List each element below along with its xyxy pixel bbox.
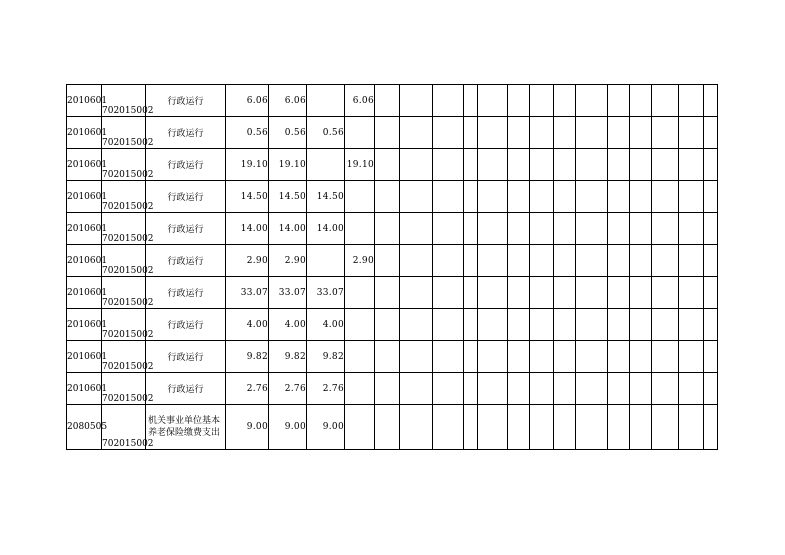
empty-cell <box>400 149 433 181</box>
empty-cell <box>530 341 554 373</box>
empty-cell <box>554 373 576 405</box>
empty-cell <box>478 373 508 405</box>
empty-cell <box>508 117 530 149</box>
empty-cell <box>530 277 554 309</box>
empty-cell <box>608 277 630 309</box>
empty-cell <box>375 309 400 341</box>
empty-cell <box>530 373 554 405</box>
basic-expense-cell: 0.56 <box>307 117 345 149</box>
empty-cell <box>554 117 576 149</box>
basic-expense-cell: 2.76 <box>307 373 345 405</box>
empty-cell <box>530 181 554 213</box>
org-code-cell: 702015002 <box>102 117 146 149</box>
empty-cell <box>530 405 554 450</box>
subtotal-amount-cell: 33.07 <box>269 277 307 309</box>
empty-cell <box>433 117 464 149</box>
subject-code-cell: 2010601 <box>67 85 102 117</box>
empty-cell <box>630 181 652 213</box>
empty-cell <box>433 213 464 245</box>
empty-cell <box>652 277 679 309</box>
total-amount-cell: 19.10 <box>226 149 269 181</box>
subject-code-cell: 2010601 <box>67 245 102 277</box>
empty-cell <box>704 373 718 405</box>
basic-expense-cell: 9.00 <box>307 405 345 450</box>
subject-name-cell: 行政运行 <box>146 149 226 181</box>
empty-cell <box>400 181 433 213</box>
empty-cell <box>400 341 433 373</box>
empty-cell <box>608 149 630 181</box>
subject-name-cell: 行政运行 <box>146 213 226 245</box>
subject-code-cell: 2080505 <box>67 405 102 450</box>
subtotal-amount-cell: 4.00 <box>269 309 307 341</box>
empty-cell <box>433 373 464 405</box>
empty-cell <box>433 277 464 309</box>
project-expense-cell <box>345 309 375 341</box>
empty-cell <box>375 405 400 450</box>
empty-cell <box>704 341 718 373</box>
table-row <box>67 85 718 117</box>
table-row <box>67 117 718 149</box>
subject-code-cell: 2010601 <box>67 117 102 149</box>
project-expense-cell <box>345 341 375 373</box>
empty-cell <box>375 181 400 213</box>
subject-name-cell: 行政运行 <box>146 341 226 373</box>
empty-cell <box>433 181 464 213</box>
empty-cell <box>433 245 464 277</box>
total-amount-cell: 0.56 <box>226 117 269 149</box>
empty-cell <box>630 373 652 405</box>
empty-cell <box>478 117 508 149</box>
empty-cell <box>652 149 679 181</box>
empty-cell <box>679 277 704 309</box>
basic-expense-cell: 14.00 <box>307 213 345 245</box>
empty-cell <box>704 85 718 117</box>
subtotal-amount-cell: 2.90 <box>269 245 307 277</box>
empty-cell <box>464 85 478 117</box>
empty-cell <box>704 149 718 181</box>
empty-cell <box>464 277 478 309</box>
total-amount-cell: 4.00 <box>226 309 269 341</box>
empty-cell <box>630 213 652 245</box>
empty-cell <box>433 85 464 117</box>
empty-cell <box>375 117 400 149</box>
table-row <box>67 405 718 450</box>
empty-cell <box>576 245 608 277</box>
basic-expense-cell: 14.50 <box>307 181 345 213</box>
empty-cell <box>400 85 433 117</box>
empty-cell <box>478 181 508 213</box>
empty-cell <box>679 245 704 277</box>
empty-cell <box>576 309 608 341</box>
empty-cell <box>530 245 554 277</box>
org-code-cell: 702015002 <box>102 341 146 373</box>
project-expense-cell <box>345 181 375 213</box>
empty-cell <box>679 149 704 181</box>
empty-cell <box>433 149 464 181</box>
empty-cell <box>630 341 652 373</box>
empty-cell <box>464 117 478 149</box>
empty-cell <box>554 309 576 341</box>
empty-cell <box>576 405 608 450</box>
empty-cell <box>679 309 704 341</box>
empty-cell <box>478 277 508 309</box>
empty-cell <box>652 373 679 405</box>
subject-code-cell: 2010601 <box>67 373 102 405</box>
empty-cell <box>554 85 576 117</box>
empty-cell <box>576 341 608 373</box>
empty-cell <box>554 277 576 309</box>
basic-expense-cell <box>307 149 345 181</box>
empty-cell <box>478 149 508 181</box>
empty-cell <box>464 405 478 450</box>
empty-cell <box>576 117 608 149</box>
table-row <box>67 245 718 277</box>
empty-cell <box>530 149 554 181</box>
empty-cell <box>400 373 433 405</box>
project-expense-cell <box>345 405 375 450</box>
subtotal-amount-cell: 9.82 <box>269 341 307 373</box>
total-amount-cell: 14.00 <box>226 213 269 245</box>
org-code-cell: 702015002 <box>102 213 146 245</box>
total-amount-cell: 2.90 <box>226 245 269 277</box>
empty-cell <box>464 149 478 181</box>
org-code-cell: 702015002 <box>102 149 146 181</box>
empty-cell <box>508 245 530 277</box>
empty-cell <box>608 181 630 213</box>
empty-cell <box>508 277 530 309</box>
empty-cell <box>704 213 718 245</box>
empty-cell <box>704 117 718 149</box>
basic-expense-cell: 4.00 <box>307 309 345 341</box>
empty-cell <box>400 213 433 245</box>
basic-expense-cell <box>307 85 345 117</box>
empty-cell <box>652 405 679 450</box>
project-expense-cell: 2.90 <box>345 245 375 277</box>
empty-cell <box>652 117 679 149</box>
empty-cell <box>508 149 530 181</box>
subtotal-amount-cell: 2.76 <box>269 373 307 405</box>
empty-cell <box>508 85 530 117</box>
subtotal-amount-cell: 0.56 <box>269 117 307 149</box>
subject-name-cell: 行政运行 <box>146 245 226 277</box>
empty-cell <box>576 277 608 309</box>
empty-cell <box>400 245 433 277</box>
empty-cell <box>576 181 608 213</box>
empty-cell <box>608 309 630 341</box>
empty-cell <box>554 341 576 373</box>
subject-code-cell: 2010601 <box>67 341 102 373</box>
empty-cell <box>652 213 679 245</box>
empty-cell <box>679 373 704 405</box>
empty-cell <box>576 85 608 117</box>
empty-cell <box>400 309 433 341</box>
empty-cell <box>608 405 630 450</box>
empty-cell <box>554 245 576 277</box>
empty-cell <box>530 213 554 245</box>
empty-cell <box>679 85 704 117</box>
total-amount-cell: 9.82 <box>226 341 269 373</box>
empty-cell <box>478 405 508 450</box>
empty-cell <box>704 245 718 277</box>
subtotal-amount-cell: 14.50 <box>269 181 307 213</box>
total-amount-cell: 6.06 <box>226 85 269 117</box>
budget-table <box>66 84 718 450</box>
empty-cell <box>464 373 478 405</box>
empty-cell <box>576 149 608 181</box>
empty-cell <box>608 85 630 117</box>
empty-cell <box>375 213 400 245</box>
empty-cell <box>554 149 576 181</box>
empty-cell <box>433 405 464 450</box>
project-expense-cell: 6.06 <box>345 85 375 117</box>
subject-code-cell: 2010601 <box>67 149 102 181</box>
empty-cell <box>530 85 554 117</box>
project-expense-cell <box>345 373 375 405</box>
empty-cell <box>630 277 652 309</box>
empty-cell <box>375 277 400 309</box>
empty-cell <box>554 181 576 213</box>
empty-cell <box>433 341 464 373</box>
empty-cell <box>630 245 652 277</box>
empty-cell <box>704 181 718 213</box>
empty-cell <box>652 341 679 373</box>
table-row <box>67 213 718 245</box>
empty-cell <box>508 213 530 245</box>
project-expense-cell: 19.10 <box>345 149 375 181</box>
project-expense-cell <box>345 213 375 245</box>
subject-name-cell: 行政运行 <box>146 181 226 213</box>
org-code-cell: 702015002 <box>102 85 146 117</box>
basic-expense-cell: 33.07 <box>307 277 345 309</box>
empty-cell <box>704 405 718 450</box>
empty-cell <box>464 213 478 245</box>
empty-cell <box>375 373 400 405</box>
subtotal-amount-cell: 6.06 <box>269 85 307 117</box>
empty-cell <box>530 309 554 341</box>
empty-cell <box>652 85 679 117</box>
empty-cell <box>608 117 630 149</box>
empty-cell <box>400 117 433 149</box>
empty-cell <box>478 213 508 245</box>
empty-cell <box>679 181 704 213</box>
empty-cell <box>375 85 400 117</box>
empty-cell <box>652 245 679 277</box>
empty-cell <box>508 405 530 450</box>
empty-cell <box>608 213 630 245</box>
empty-cell <box>608 341 630 373</box>
empty-cell <box>478 309 508 341</box>
empty-cell <box>554 405 576 450</box>
empty-cell <box>608 245 630 277</box>
empty-cell <box>478 85 508 117</box>
subject-code-cell: 2010601 <box>67 277 102 309</box>
empty-cell <box>576 213 608 245</box>
table-row <box>67 149 718 181</box>
total-amount-cell: 33.07 <box>226 277 269 309</box>
basic-expense-cell <box>307 245 345 277</box>
empty-cell <box>375 245 400 277</box>
empty-cell <box>400 277 433 309</box>
empty-cell <box>508 181 530 213</box>
project-expense-cell <box>345 277 375 309</box>
subject-name-cell: 行政运行 <box>146 85 226 117</box>
subject-code-cell: 2010601 <box>67 213 102 245</box>
empty-cell <box>464 341 478 373</box>
basic-expense-cell: 9.82 <box>307 341 345 373</box>
empty-cell <box>630 149 652 181</box>
table-row <box>67 277 718 309</box>
table-row <box>67 341 718 373</box>
empty-cell <box>679 341 704 373</box>
empty-cell <box>679 117 704 149</box>
empty-cell <box>630 85 652 117</box>
empty-cell <box>576 373 608 405</box>
empty-cell <box>652 309 679 341</box>
empty-cell <box>464 309 478 341</box>
empty-cell <box>478 341 508 373</box>
empty-cell <box>464 245 478 277</box>
subject-code-cell: 2010601 <box>67 309 102 341</box>
empty-cell <box>478 245 508 277</box>
empty-cell <box>508 309 530 341</box>
project-expense-cell <box>345 117 375 149</box>
subtotal-amount-cell: 19.10 <box>269 149 307 181</box>
org-code-cell: 702015002 <box>102 245 146 277</box>
empty-cell <box>530 117 554 149</box>
org-code-cell: 702015002 <box>102 309 146 341</box>
empty-cell <box>679 405 704 450</box>
empty-cell <box>652 181 679 213</box>
empty-cell <box>508 341 530 373</box>
subject-name-cell: 行政运行 <box>146 277 226 309</box>
org-code-cell: 702015002 <box>102 277 146 309</box>
subject-name-cell: 行政运行 <box>146 117 226 149</box>
org-code-cell: 702015002 <box>102 405 146 450</box>
table-row <box>67 309 718 341</box>
subject-code-cell: 2010601 <box>67 181 102 213</box>
org-code-cell: 702015002 <box>102 373 146 405</box>
empty-cell <box>704 309 718 341</box>
empty-cell <box>508 373 530 405</box>
empty-cell <box>433 309 464 341</box>
total-amount-cell: 9.00 <box>226 405 269 450</box>
subject-name-cell: 行政运行 <box>146 373 226 405</box>
empty-cell <box>679 213 704 245</box>
empty-cell <box>630 309 652 341</box>
subject-name-cell: 行政运行 <box>146 309 226 341</box>
empty-cell <box>630 405 652 450</box>
empty-cell <box>375 341 400 373</box>
empty-cell <box>704 277 718 309</box>
empty-cell <box>554 213 576 245</box>
table-row <box>67 373 718 405</box>
empty-cell <box>630 117 652 149</box>
subtotal-amount-cell: 14.00 <box>269 213 307 245</box>
org-code-cell: 702015002 <box>102 181 146 213</box>
empty-cell <box>375 149 400 181</box>
empty-cell <box>608 373 630 405</box>
table-row <box>67 181 718 213</box>
empty-cell <box>464 181 478 213</box>
empty-cell <box>400 405 433 450</box>
total-amount-cell: 2.76 <box>226 373 269 405</box>
subtotal-amount-cell: 9.00 <box>269 405 307 450</box>
total-amount-cell: 14.50 <box>226 181 269 213</box>
subject-name-cell: 机关事业单位基本养老保险缴费支出 <box>146 405 226 450</box>
